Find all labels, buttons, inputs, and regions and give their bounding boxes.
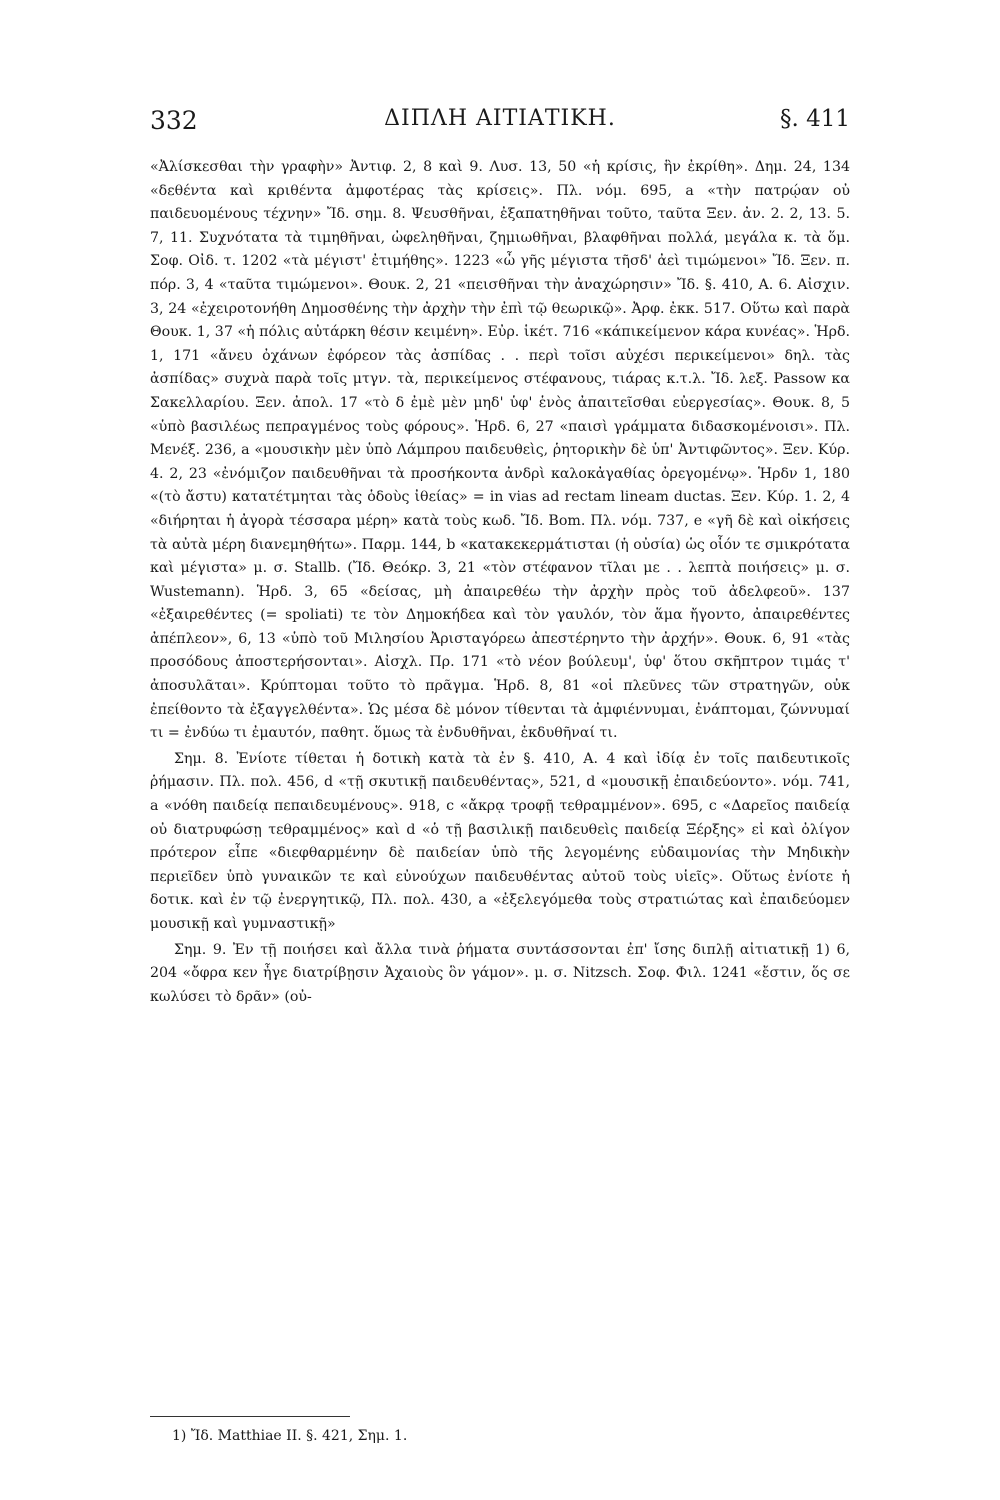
paragraph-note-9: Σημ. 9. Ἐν τῇ ποιήσει καὶ ἄλλα τινὰ ῥήματα συντάσσονται ἐπ' ἴσης διπλῇ αἰτιατικῇ 1) 6, 204 «ὄφρα κεν ἦγε διατρίβῃσιν Ἀχαιοὺς ὃν γάμον». μ. σ. Nitzsch. Σοφ. Φιλ. 1241 «ἔστιν, ὅς σε κωλύσει τὸ δρᾶν» (οὐ- bbox=[150, 941, 850, 1005]
page-header bbox=[150, 106, 850, 146]
section-number: §. 411 bbox=[779, 106, 850, 132]
paragraph-main: «Ἀλίσκεσθαι τὴν γραφὴν» Ἀντιφ. 2, 8 καὶ 9. Λυσ. 13, 50 «ἡ κρίσις, ἣν ἐκρίθη». Δημ. 24, 134 «δεθέντα καὶ κριθέντα ἀμφοτέρας τὰς κρίσεις». Πλ. νόμ. 695, a «τὴν πατρῴαν οὐ παιδευομένους τέχνην» Ἴδ. σημ. 8. Ψευσθῆναι, ἐξαπατηθῆναι τοῦτο, ταῦτα Ξεν. ἀν. 2. 2, 13. 5. 7, 11. Συχνότατα τὰ τιμηθῆναι, ὠφεληθῆναι, ζημιωθῆναι, βλαφθῆναι πολλά, μεγάλα κ. τὰ ὅμ. Σοφ. Οἰδ. τ. 1202 «τὰ μέγιστ' ἐτιμήθης». 1223 «ὦ γῆς μέγιστα τῆσδ' ἀεὶ τιμώμενοι» Ἴδ. Ξεν. π. πόρ. 3, 4 «ταῦτα τιμώμενοι». Θουκ. 2, 21 «πεισθῆναι τὴν ἀναχώρησιν» Ἴδ. §. 410, Α. 6. Αἰσχιν. 3, 24 «ἐχειροτονήθη Δημοσθένης τὴν ἀρχὴν τὴν ἐπὶ τῷ θεωρικῷ». Ἀρφ. ἐκκ. 517. Οὕτω καὶ παρὰ Θουκ. 1, 37 «ἡ πόλις αὐτάρκη θέσιν κειμένη». Εὐρ. ἱκέτ. 716 «κάπικείμενον κάρα κυνέας». Ἡρδ. 1, 171 «ἄνευ ὀχάνων ἐφόρεον τὰς ἀσπίδας . . περὶ τοῖσι αὐχέσι περικείμενοι» δηλ. τὰς ἀσπίδας» συχνὰ παρὰ τοῖς μτγν. τὰ, περικείμενος στέφανους, τιάρας κ.τ.λ. Ἴδ. λεξ. Passow κα Σακελλαρίου. Ξεν. ἀπολ. 17 «τὸ δ ἐμὲ μὲν μηδ' ὑφ' ἑνὸς ἀπαιτεῖσθαι εὐεργεσίας». Θουκ. 8, 5 «ὑπὸ βασιλέως πεπραγμένος τοὺς φόρους». Ἡρδ. 6, 27 «παισὶ γράμματα διδασκομένοισι». Πλ. Μενέξ. 236, a «μουσικὴν μὲν ὑπὸ Λάμπρου παιδευθεὶς, ῥητορικὴν δὲ ὑπ' Ἀντιφῶντος». Ξεν. Κύρ. 4. 2, 23 «ἐνόμιζον παιδευθῆναι τὰ προσήκοντα ἀνδρὶ καλοκἀγαθίας ὀρεγομένῳ». Ἡρδν 1, 180 «(τὸ ἄστυ) κατατέτμηται τὰς ὁδοὺς ἰθείας» = in vias ad rectam lineam ductas. Ξεν. Κύρ. 1. 2, 4 «διήρηται ἡ ἀγορὰ τέσσαρα μέρη» κατὰ τοὺς κωδ. Ἴδ. Bom. Πλ. νόμ. 737, e «γῆ δὲ καὶ οἰκήσεις τὰ αὐτὰ μέρη διανεμηθήτω». Παρμ. 144, b «κατακεκερμάτισται (ἡ οὐσία) ὡς οἷόν τε σμικρότατα καὶ μέγιστα» μ. σ. Stallb. (Ἴδ. Θεόκρ. 3, 21 «τὸν στέφανον τῖλαι με . . λεπτὰ ποιήσεις» μ. σ. Wustemann). Ἡρδ. 3, 65 «δείσας, μὴ ἀπαιρεθέω τὴν ἀρχὴν πρὸς τοῦ ἀδελφεοῦ». 137 «ἐξαιρεθέντες (= spoliati) τε τὸν Δημοκήδεα καὶ τὸν γαυλόν, τὸν ἅμα ἤγοντο, ἀπαιρεθέντες ἀπέπλεον», 6, 13 «ὑπὸ τοῦ Μιλησίου Ἀρισταγόρεω ἀπεστέρηντο τὴν ἀρχήν». Θουκ. 6, 91 «τὰς προσόδους ἀποστερήσονται». Αἰσχλ. Πρ. 171 «τὸ νέον βούλευμ', ὑφ' ὅτου σκῆπτρον τιμάς τ' ἀποσυλᾶται». Κρύπτομαι τοῦτο τὸ πρᾶγμα. Ἡρδ. 8, 81 «οἱ πλεῦνες τῶν στρατηγῶν, οὐκ ἐπείθοντο τὰ ἐξαγγελθέντα». Ὡς μέσα δὲ μόνον τίθενται τὰ ἀμφιέννυμαι, ἐνάπτομαι, ζώννυμαί τι = ἐνδύω τι ἐμαυτόν, παθητ. ὅμως τὰ ἐνδυθῆναι, ἐκδυθῆναί τι. bbox=[150, 159, 850, 742]
footnote: 1) Ἴδ. Matthiae II. §. 421, Σημ. 1. bbox=[172, 1428, 408, 1444]
footnote-rule bbox=[150, 1416, 350, 1417]
running-title: ΔΙΠΛΗ ΑΙΤΙΑΤΙΚΗ. bbox=[384, 106, 616, 131]
paragraph-note-8: Σημ. 8. Ἐνίοτε τίθεται ἡ δοτικὴ κατὰ τὰ ἐν §. 410, Α. 4 καὶ ἰδίᾳ ἐν τοῖς παιδευτικοῖς ῥήμασιν. Πλ. πολ. 456, d «τῇ σκυτικῇ παιδευθέντας», 521, d «μουσικῇ ἐπαιδεύοντο». νόμ. 741, a «νόθη παιδείᾳ πεπαιδευμένους». 918, c «ἄκρᾳ τροφῇ τεθραμμένον». 695, c «Δαρεῖος παιδείᾳ οὐ διατρυφώσῃ τεθραμμένος» καὶ d «ὁ τῇ βασιλικῇ παιδευθεὶς παιδείᾳ Ξέρξης» εἰ καὶ ὀλίγον πρότερον εἶπε «διεφθαρμένην δὲ παιδείαν ὑπὸ τῆς λεγομένης εὐδαιμονίας τὴν Μηδικὴν περιεῖδεν ὑπὸ γυναικῶν τε καὶ εὐνούχων παιδευθέντας αὐτοῦ τοὺς υἱεῖς». Οὕτως ἐνίοτε ἡ δοτικ. καὶ ἐν τῷ ἐνεργητικῷ, Πλ. πολ. 430, a «ἐξελεγόμεθα τοὺς στρατιώτας καὶ ἐπαιδεύομεν μουσικῇ καὶ γυμναστικῇ» bbox=[150, 750, 850, 932]
page-body bbox=[150, 156, 850, 1011]
page-number: 332 bbox=[150, 106, 198, 135]
